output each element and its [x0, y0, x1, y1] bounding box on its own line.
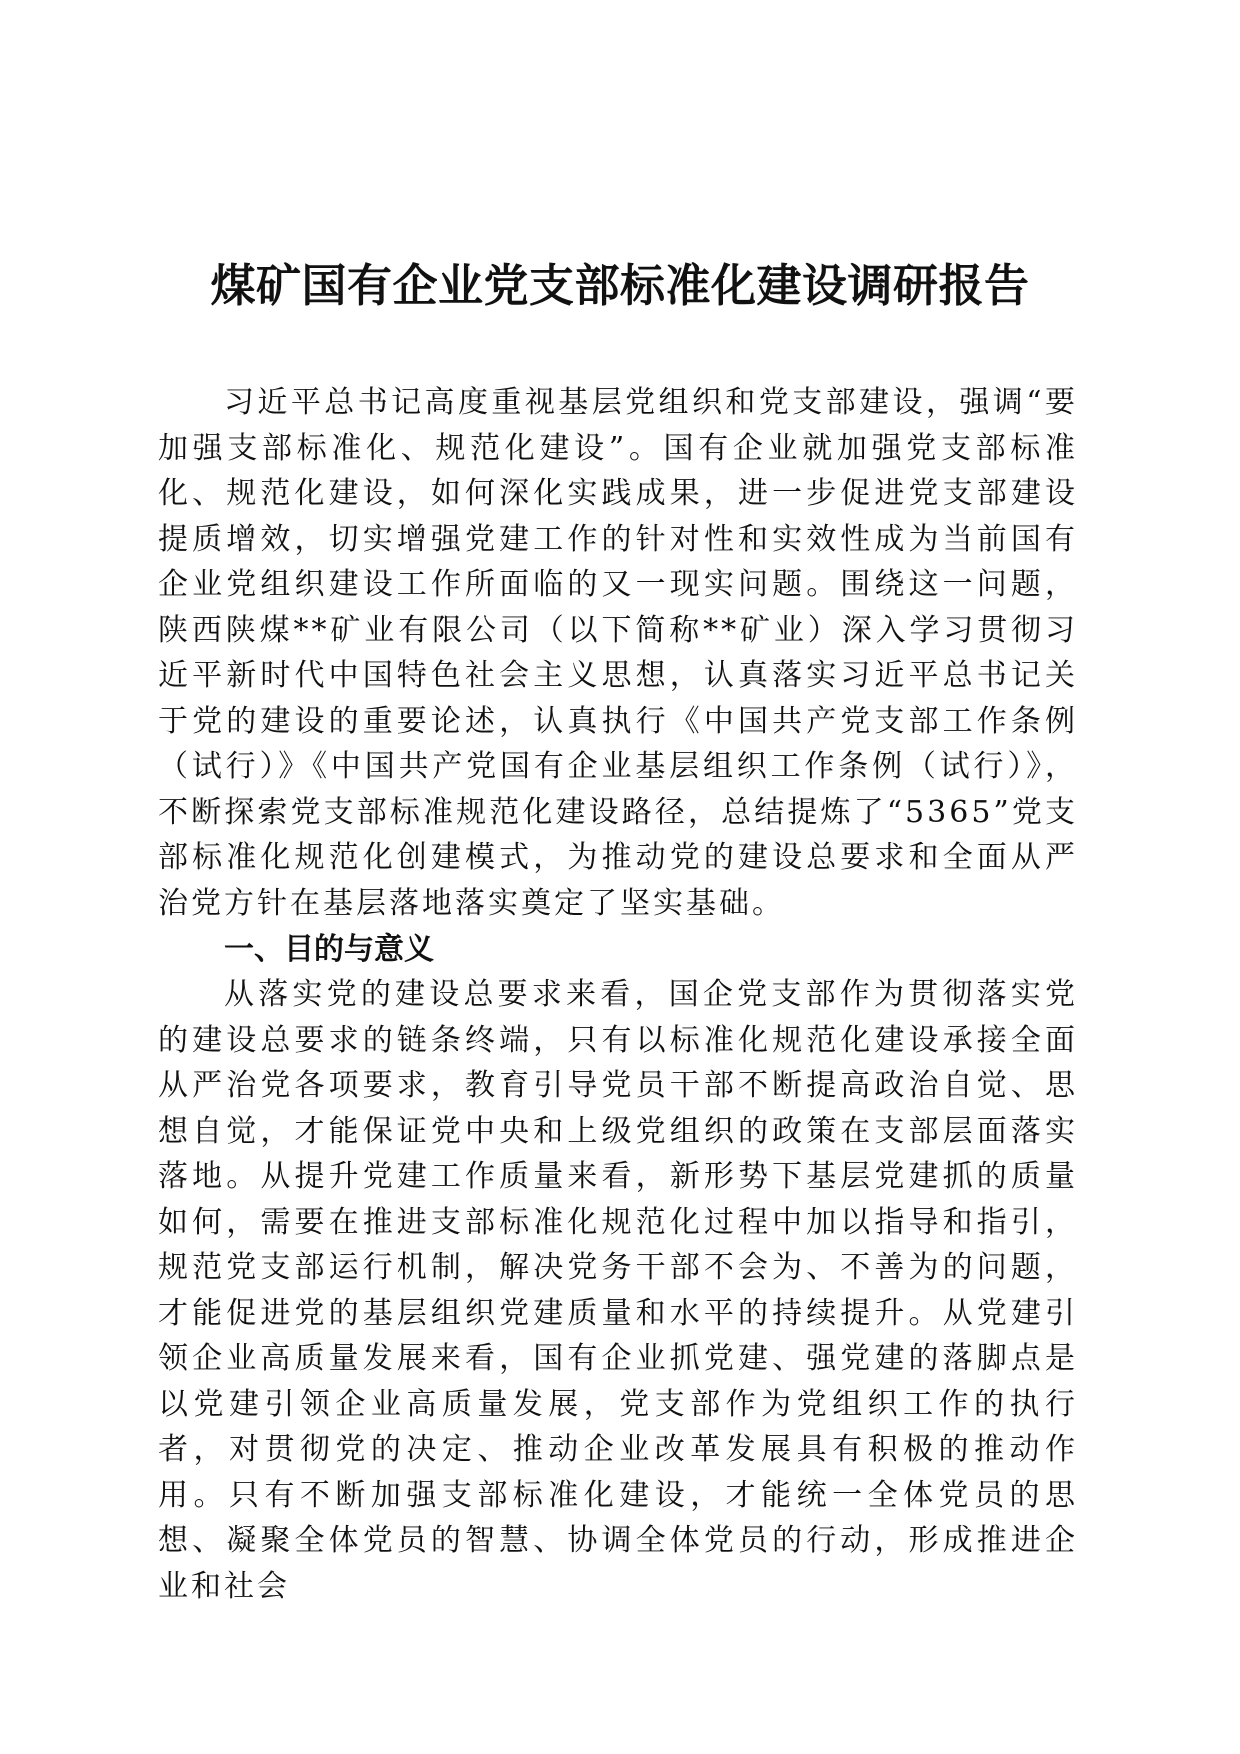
section-paragraph: 从落实党的建设总要求来看，国企党支部作为贯彻落实党的建设总要求的链条终端，只有以标准化规范化建设承接全面从严治党各项要求，教育引导党员干部不断提高政治自觉、思想自觉，才能保证党中央和上级党组织的政策在支部层面落实落地。从提升党建工作质量来看，新形势下基层党建抓的质量如何，需要在推进支部标准化规范化过程中加以指导和指引，规范党支部运行机制，解决党务干部不会为、不善为的问题，才能促进党的基层组织党建质量和水平的持续提升。从党建引领企业高质量发展来看，国有企业抓党建、强党建的落脚点是以党建引领企业高质量发展，党支部作为党组织工作的执行者，对贯彻党的决定、推动企业改革发展具有积极的推动作用。只有不断加强支部标准化建设，才能统一全体党员的思想、凝聚全体党员的智慧、协调全体党员的行动，形成推进企业和社会: [158, 977, 1078, 1604]
section-heading: 一、目的与意义: [224, 932, 434, 967]
document-title: 煤矿国有企业党支部标准化建设调研报告: [210, 259, 1030, 312]
intro-paragraph: 习近平总书记高度重视基层党组织和党支部建设，强调“要加强支部标准化、规范化建设”。国有企业就加强党支部标准化、规范化建设，如何深化实践成果，进一步促进党支部建设提质增效，切实增强党建工作的针对性和实效性成为当前国有企业党组织建设工作所面临的又一现实问题。围绕这一问题，陕西陕煤**矿业有限公司（以下简称**矿业）深入学习贯彻习近平新时代中国特色社会主义思想，认真落实习近平总书记关于党的建设的重要论述，认真执行《中国共产党支部工作条例（试行）》《中国共产党国有企业基层组织工作条例（试行）》，不断探索党支部标准规范化建设路径，总结提炼了“5365”党支部标准化规范化创建模式，为推动党的建设总要求和全面从严治党方针在基层落地落实奠定了坚实基础。: [158, 385, 1078, 921]
